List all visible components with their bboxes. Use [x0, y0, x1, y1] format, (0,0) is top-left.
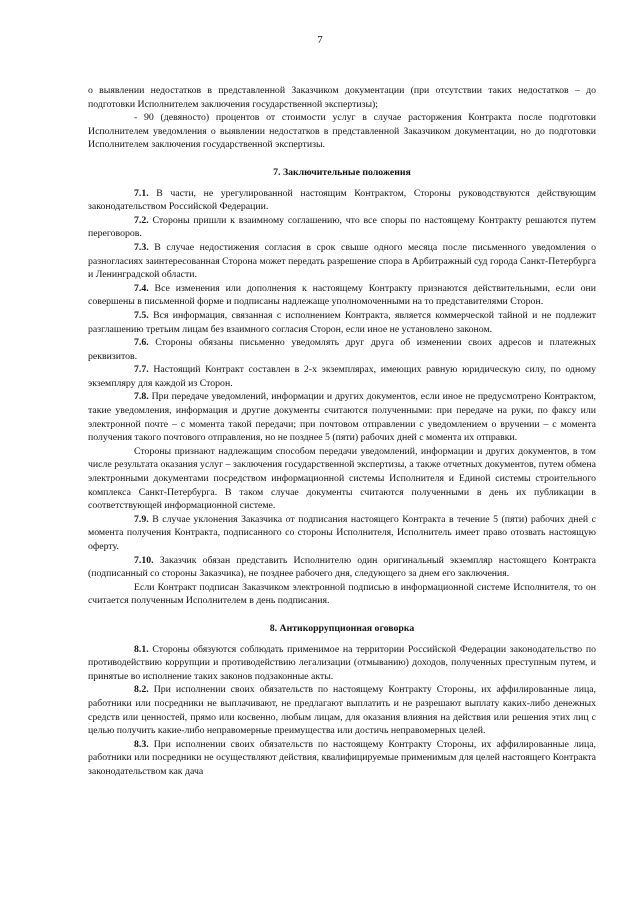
clause-text: Стороны обязаны письменно уведомлять друг друга об изменении своих адресов и платежных реквизитов. — [88, 337, 596, 362]
clause-number: 7.5. — [134, 309, 149, 321]
clause-number: 7.9. — [134, 513, 149, 525]
clause-8-1 — [88, 643, 596, 684]
section-7-heading: 7. Заключительные положения — [273, 166, 411, 178]
clause-number: 7.6. — [134, 337, 149, 349]
clause-text: В части, не урегулированной настоящим Контрактом, Стороны руководствуются действующим законодательством Российской Федерации. — [88, 187, 597, 213]
clause-number: 8.1. — [134, 643, 149, 655]
clause-8-2 — [88, 683, 596, 737]
clause-number: 7.2. — [134, 214, 149, 226]
clause-8-3 — [88, 738, 596, 779]
section-8-heading: 8. Антикоррупционная оговорка — [269, 622, 415, 634]
clause-7-4 — [88, 282, 596, 309]
page-number: 7 — [317, 34, 323, 46]
clause-7-7 — [88, 363, 596, 390]
clause-number: 7.1. — [134, 187, 149, 199]
clause-7-3 — [88, 241, 596, 282]
clause-7-8 — [88, 390, 596, 444]
clause-text: Вся информация, связанная с исполнением Контракта, является коммерческой тайной и не подлежит разглашению третьим лицам без взаимного согласия Сторон, если иное не установлено законом. — [88, 309, 596, 335]
clause-number: 7.10. — [134, 554, 154, 566]
clause-7-6 — [88, 336, 596, 363]
clause-number: 8.2. — [134, 684, 149, 696]
clause-text: Стороны обязуются соблюдать применимое на территории Российской Федерации законодательство по противодействию коррупции и противодействию легализации (отмыванию) доходов, полученных преступным путем, и принятые во исполнение таких законов подзаконные акты. — [88, 643, 597, 682]
document-body — [88, 84, 596, 779]
clause-text: При исполнении своих обязательств по настоящему Контракту Стороны, их аффилированные лица, работники или посредники не выплачивают, не предлагают выплатить и не разрешают выплату каких-либо денежных средств или ценностей, прямо или косвенно, любым лицам, для оказания влияния на действия или решения этих лиц с целью получить какие-либо неправомерные преимущества или достичь неправомерных целей. — [88, 684, 596, 737]
clause-text: Все изменения или дополнения к настоящему Контракту признаются действительными, если они совершены в письменной форме и подписаны надлежаще уполномоченными на то представителями Сторон. — [88, 282, 597, 308]
clause-number: 7.8. — [134, 391, 149, 403]
clause-7-1 — [88, 187, 596, 214]
clause-7-2 — [88, 214, 596, 241]
clause-7-10-continued: Если Контракт подписан Заказчиком электронной подписью в информационной системе Исполнителя, то он считается полученным Исполнителем в день подписания. — [88, 581, 596, 607]
intro-paragraph: о выявлении недостатков в представленной Заказчиком документации (при отсутствии таких недостатков – до подготовки Исполнителем заключения государственной экспертизы); — [88, 85, 596, 110]
clause-text: В случае уклонения Заказчика от подписания настоящего Контракта в течение 5 (пяти) рабочих дней с момента получения Контракта, подписанного со стороны Исполнителя, Исполнитель имеет право отозвать настоящую оферту. — [88, 513, 597, 552]
intro-paragraph: - 90 (девяносто) процентов от стоимости услуг в случае расторжения Контракта после подготовки Исполнителем уведомления о выявлении недостатков в представленной Заказчиком документации, но до подготовки Исполнителем заключения государственной экспертизы. — [88, 112, 596, 151]
clause-text: Заказчик обязан представить Исполнителю один оригинальный экземпляр настоящего Контракта (подписанный со стороны Заказчика), не позднее рабочего дня, следующего за днем его заключения. — [88, 554, 596, 580]
clause-text: Настоящий Контракт составлен в 2-х экземплярах, имеющих равную юридическую силу, по одному экземпляру для каждой из Сторон. — [88, 364, 596, 389]
clause-text: В случае недостижения согласия в срок свыше одного месяца после письменного уведомления о разногласиях заинтересованная Сторона может передать разрешение спора в Арбитражный суд города Санкт-Петербурга и Ленинградской области. — [88, 241, 596, 281]
clause-7-10 — [88, 554, 596, 581]
clause-7-9 — [88, 513, 596, 554]
clause-number: 7.7. — [134, 364, 149, 376]
clause-text: При исполнении своих обязательств по настоящему Контракту Стороны, их аффилированные лица, работники или посредники не осуществляют действия, квалифицируемые применимым для целей настоящего Контракта законодательством как дача — [88, 738, 596, 777]
clause-text: При передаче уведомлений, информации и других документов, если иное не предусмотрено Контрактом, такие уведомления, информация и другие документы считаются полученными: при передаче на руки, по факсу или электронной почте – с момента такой передачи; при почтовом отправлении с уведомлением о вручении – с момента получения такого почтового отправления, но не позднее 5 (пяти) рабочих дней с момента их отправки. — [88, 391, 597, 444]
clause-text: Стороны пришли к взаимному соглашению, что все споры по настоящему Контракту решаются путем переговоров. — [88, 214, 597, 240]
clause-number: 8.3. — [134, 738, 149, 750]
clause-7-5 — [88, 309, 596, 336]
clause-7-8-continued: Стороны признают надлежащим способом передачи уведомлений, информации и других документов, в том числе результата оказания услуг – заключения государственной экспертизы, а также отчетных документов, путем обмена электронными документами посредством информационной системы Исполнителя и Единой системы строительного комплекса Санкт-Петербурга. В таком случае документы считаются полученными в день их публикации в соответствующей информационной системе. — [88, 445, 596, 512]
clause-number: 7.3. — [134, 241, 149, 253]
clause-number: 7.4. — [134, 282, 149, 294]
